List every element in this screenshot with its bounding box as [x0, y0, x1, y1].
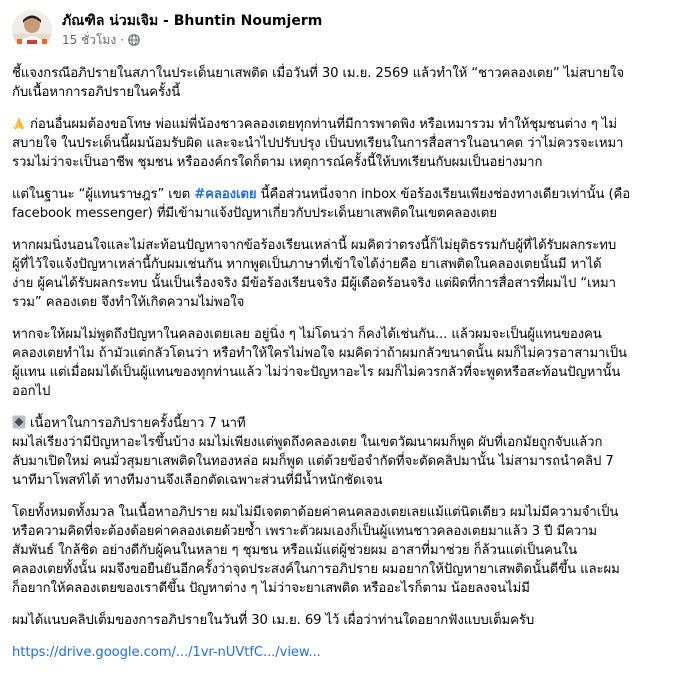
paragraph-clip [12, 611, 684, 630]
text-line: นาทีมาโพสท์ได้ ทางทีมงานจึงเลือกตัดเฉพาะส่วนที่มีน้ำหนักชัดเจน [12, 473, 383, 488]
text-line: ผู้ที่ไว้ใจแจ้งปัญหาเหล่านี้กับผมเช่นกัน หากพูดเป็นภาษาที่เข้าใจได้ง่ายคือ ยาเสพติดในคลองเตยนั้นมี หาได้ [12, 257, 602, 272]
paragraph-representative [12, 185, 684, 223]
author-name[interactable]: ภัณฑิล น่วมเจิม - Bhuntin Noumjerm [62, 13, 323, 29]
hashtag-link[interactable]: #คลองเตย [194, 187, 257, 202]
text-span: ก่อนอื่นผมต้องขอโทษ พ่อแม่พี่น้องชาวคลองเตยทุกท่านที่มีการพาดพิง หรือเหมารวม ทำให้ชุมชนต่าง ๆ ไม่ [30, 117, 617, 132]
text-line: ก็อยากให้คลองเตยของเราดีขึ้น ปัญหาต่าง ๆ ไม่ว่าจะยาเสพติด หรืออะไรก็ตาม น้อยลงจนไม่มี [12, 581, 530, 596]
text-line: สบายใจ ในประเด็นนี้ผมน้อมรับผิด และจะนำไปปรับปรุง เป็นบทเรียนในการสื่อสารในอนาคต ว่าไม่ควรจะเหมา [12, 136, 624, 151]
text-line: ชี้แจงกรณีอภิปรายในสภาในประเด็นยาเสพติด เมื่อวันที่ 30 เม.ย. 2569 แล้วทำให้ “ชาวคลองเตย” ไม่สบายใจ [12, 66, 624, 81]
paragraph-intro [12, 64, 684, 102]
drive-link[interactable]: https://drive.google.com/.../1vr-nUVtfC.../view... [12, 645, 321, 660]
text-line: ง่าย ผู้คนได้รับผลกระทบ นั้นเป็นเรื่องจริง มีข้อร้องเรียนจริง มีผู้เดือดร้อนจริง แต่ผิดที่การสื่อสารที่ผมไป “เหมา [12, 276, 616, 291]
post-subline [62, 32, 322, 48]
paragraph-conclusion [12, 503, 684, 598]
separator-dot: · [120, 33, 125, 47]
text-line: คลองเตยทำไม ถ้ามัวแต่กลัวโดนว่า หรือทำให้ใครไม่พอใจ ผมคิดว่าถ้าผมกลัวขนาดนั้น ผมก็ไม่ควรอาสามาเป็น [12, 346, 627, 361]
post-meta [62, 12, 322, 48]
avatar[interactable] [12, 10, 52, 50]
text-line: facebook messenger) ที่มีเข้ามาแจ้งปัญหาเกี่ยวกับประเด็นยาเสพติดในเขตคลองเตย [12, 206, 497, 221]
text-line: ผมไล่เรียงว่ามีปัญหาอะไรขึ้นบ้าง ผมไม่เพียงแต่พูดถึงคลองเตย ในเขตวัฒนาผมก็พูด ผับที่เอกมัยถูกจับแล้วก [12, 435, 603, 450]
text-line: รวมไม่ว่าจะเป็นอาชีพ ชุมชน หรือองค์กรใดก็ตาม เหตุการณ์ครั้งนี้ให้บทเรียนกับผมเป็นอย่างมาก [12, 155, 543, 170]
folded-hands-icon [12, 116, 26, 130]
text-line [12, 414, 684, 433]
post-header [12, 8, 322, 52]
post-body [12, 64, 684, 675]
text-line: รวม” คลองเตย จึงทำให้เกิดความไม่พอใจ [12, 295, 245, 310]
text-line: หากผมนิ่งนอนใจและไม่สะท้อนปัญหาจากข้อร้องเรียนเหล่านี้ ผมคิดว่าตรงนี้ก็ไม่ยุติธรรมกับผู้ที่ได้รับผลกระทบ [12, 238, 617, 253]
text-span: นี้คือส่วนหนึ่งจาก inbox ข้อร้องเรียนเพียงช่องทางเดียวเท่านั้น (คือ [256, 187, 631, 202]
paragraph-content-length [12, 414, 684, 490]
paragraph-link [12, 643, 684, 662]
text-line: ผู้แทน แต่เมื่อผมได้เป็นผู้แทนของทุกท่านแล้ว ไม่ว่าจะปัญหาอะไร ผมก็ไม่ควรกลัวที่จะพูดหรือสะท้อนปัญหานั้น [12, 365, 621, 380]
text-line [12, 185, 684, 204]
post-time[interactable]: 15 ชั่วโมง [62, 33, 117, 47]
paragraph-complaints [12, 236, 684, 312]
text-line: ผมได้แนบคลิปเต็มของการอภิปรายในวันที่ 30 เม.ย. 69 ไว้ เผื่อว่าท่านใดอยากฟังแบบเต็มครับ [12, 613, 535, 628]
text-line: ลับมาเปิดใหม่ คนมั่วสุมยาเสพติดในทองหล่อ ผมก็พูด แต่ด้วยข้อจำกัดที่จะตัดคลิปมานั้น ไม่สามารถนำคลิป 7 [12, 454, 614, 469]
text-line [12, 115, 684, 134]
paragraph-apology [12, 115, 684, 172]
diamond-icon [12, 415, 26, 429]
text-line: คลองเตยทั้งนั้น ผมจึงขอยืนยันอีกครั้งว่าจุดประสงค์ในการอภิปราย ผมอยากให้ปัญหายาเสพติดนั้นดีขึ้น และผม [12, 562, 620, 577]
text-line: สัมพันธ์ ใกล้ชิด อย่างดีกับผู้คนในหลาย ๆ ชุมชน หรือแม้แต่ผู้ช่วยผม อาสาที่มาช่วย ก็ล้วนแต่เป็นคนใน [12, 543, 578, 558]
text-line: หากจะให้ผมไม่พูดถึงปัญหาในคลองเตยเลย อยู่นิ่ง ๆ ไม่โดนว่า ก็คงได้เช่นกัน... แล้วผมจะเป็นผู้แทนของคน [12, 327, 602, 342]
text-line: โดยทั้งหมดทั้งมวล ในเนื้อหาอภิปราย ผมไม่มีเจตตาด้อยค่าคนคลองเตยเลยแม้แต่นิดเดียว ผมไม่มีความจำเป็น [12, 505, 619, 520]
text-span: เนื้อหาในการอภิปรายครั้งนี้ยาว 7 นาที [30, 416, 246, 431]
text-span: แต่ในฐานะ “ผู้แทนราษฎร” เขต [12, 187, 195, 202]
text-line: กับเนื้อหาการอภิปรายในครั้งนี้ [12, 85, 181, 100]
paragraph-role [12, 325, 684, 401]
text-line: หรือความคิดที่จะต้องด้อยค่าคลองเตยด้วยซ้ำ เพราะตัวผมเองก็เป็นผู้แทนชาวคลองเตยมาแล้ว 3 ปี มีความ [12, 524, 597, 539]
globe-icon [128, 34, 140, 46]
text-line: ออกไป [12, 384, 51, 399]
